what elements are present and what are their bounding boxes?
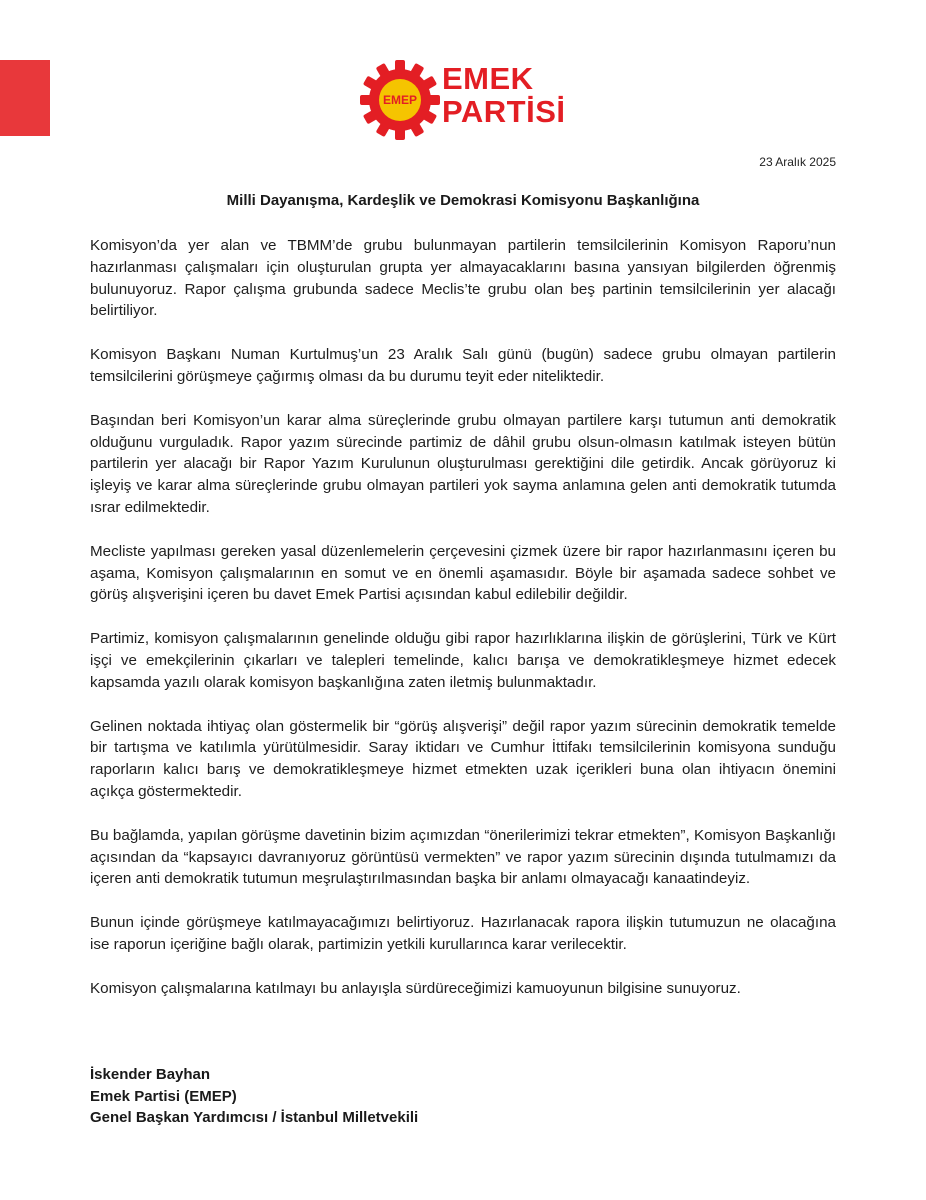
logo-wordmark bbox=[442, 62, 566, 128]
signature-block bbox=[90, 1064, 418, 1129]
logo-line-partisi: PARTİSİ bbox=[442, 94, 566, 129]
signatory-party: Emek Partisi (EMEP) bbox=[90, 1087, 237, 1105]
emek-partisi-logo bbox=[358, 58, 568, 142]
gear-icon bbox=[358, 58, 442, 142]
logo-emblem-text: EMEP bbox=[382, 93, 418, 107]
document-date: 23 Aralık 2025 bbox=[759, 155, 836, 169]
paragraph-6: Gelinen noktada ihtiyaç olan göstermelik bir “görüş alışverişi” değil rapor yazım sürecinin demokratik temelde bir tartışma ve katılımla yürütülmesidir. Saray iktidarı ve Cumhur İttifakı temsilcilerinin komisyona sunduğu raporların kalıcı barış ve demokratikleşmeye hizmet etmekten uzak içerikleri buna olan ihtiyacın önemini açıkça göstermektedir. bbox=[90, 717, 836, 800]
paragraph-5: Partimiz, komisyon çalışmalarının genelinde olduğu gibi rapor hazırlıklarına ilişkin de görüşlerini, Türk ve Kürt işçi ve emekçilerinin çıkarları ve talepleri temelinde, kalıcı barışa ve demokratikleşmeye hizmet edecek kapsamda yazılı olarak komisyon başkanlığına zaten iletmiş bulunmaktadır. bbox=[90, 630, 836, 691]
document-title: Milli Dayanışma, Kardeşlik ve Demokrasi Komisyonu Başkanlığına bbox=[226, 192, 700, 209]
logo-line-emek: EMEK bbox=[442, 61, 534, 96]
signatory-name: İskender Bayhan bbox=[90, 1066, 211, 1083]
paragraph-3: Başından beri Komisyon’un karar alma süreçlerinde grubu olmayan partilere karşı tutumun anti demokratik olduğunu vurguladık. Rapor yazım sürecinde partimiz de dâhil grubu olsun-olmasın katılmak isteyen bütün partilerin yer alacağı bir Rapor Yazım Kurulunun oluşturulması gerektiğini dile getirdik. Ancak görüyoruz ki işleyiş ve karar alma süreçlerinde grubu olmayan partileri yok sayma anlamına gelen anti demokratik tutumda ısrar edilmektedir. bbox=[90, 411, 836, 516]
signatory-role: Genel Başkan Yardımcısı / İstanbul Milletvekili bbox=[90, 1109, 419, 1126]
document-body bbox=[90, 235, 836, 1022]
red-accent-bar bbox=[0, 60, 50, 136]
paragraph-1: Komisyon’da yer alan ve TBMM’de grubu bulunmayan partilerin temsilcilerinin Komisyon Raporu’nun hazırlanması çalışmaları için oluşturulan grupta yer almayacaklarını basına yansıyan bilgilerden öğrenmiş bulunuyoruz. Rapor çalışma grubunda sadece Meclis’te grubu olan beş partinin temsilcilerinin yer alacağı belirtiliyor. bbox=[90, 237, 836, 320]
paragraph-4: Mecliste yapılması gereken yasal düzenlemelerin çerçevesini çizmek üzere bir rapor hazırlanmasını içeren bu aşama, Komisyon çalışmalarının en somut ve en önemli aşamasıdır. Böyle bir aşamada sadece sohbet ve görüş alışverişini içeren bu davet Emek Partisi açısından kabul edilebilir değildir. bbox=[90, 542, 836, 604]
paragraph-2: Komisyon Başkanı Numan Kurtulmuş’un 23 Aralık Salı günü (bugün) sadece grubu olmayan partilerin temsilcilerini görüşmeye çağırmış olması da bu durumu teyit eder niteliktedir. bbox=[90, 346, 836, 385]
paragraph-9: Komisyon çalışmalarına katılmayı bu anlayışla sürdüreceğimizi kamuoyunun bilgisine sunuyoruz. bbox=[90, 979, 741, 997]
paragraph-7: Bu bağlamda, yapılan görüşme davetinin bizim açımızdan “önerilerimizi tekrar etmekten”, Komisyon Başkanlığı açısından da “kapsayıcı davranıyoruz görüntüsü vermekten” ve rapor yazım sürecinin dışında tutulmamızı da içeren anti demokratik tutumun meşrulaştırılmasından başka bir anlamı olmayacağı kanaatindeyiz. bbox=[90, 826, 836, 888]
paragraph-8: Bunun içinde görüşmeye katılmayacağımızı belirtiyoruz. Hazırlanacak rapora ilişkin tutumuzun ne olacağına ise raporun içeriğine bağlı olarak, partimizin yetkili kurullarınca karar verilecektir. bbox=[90, 914, 836, 953]
